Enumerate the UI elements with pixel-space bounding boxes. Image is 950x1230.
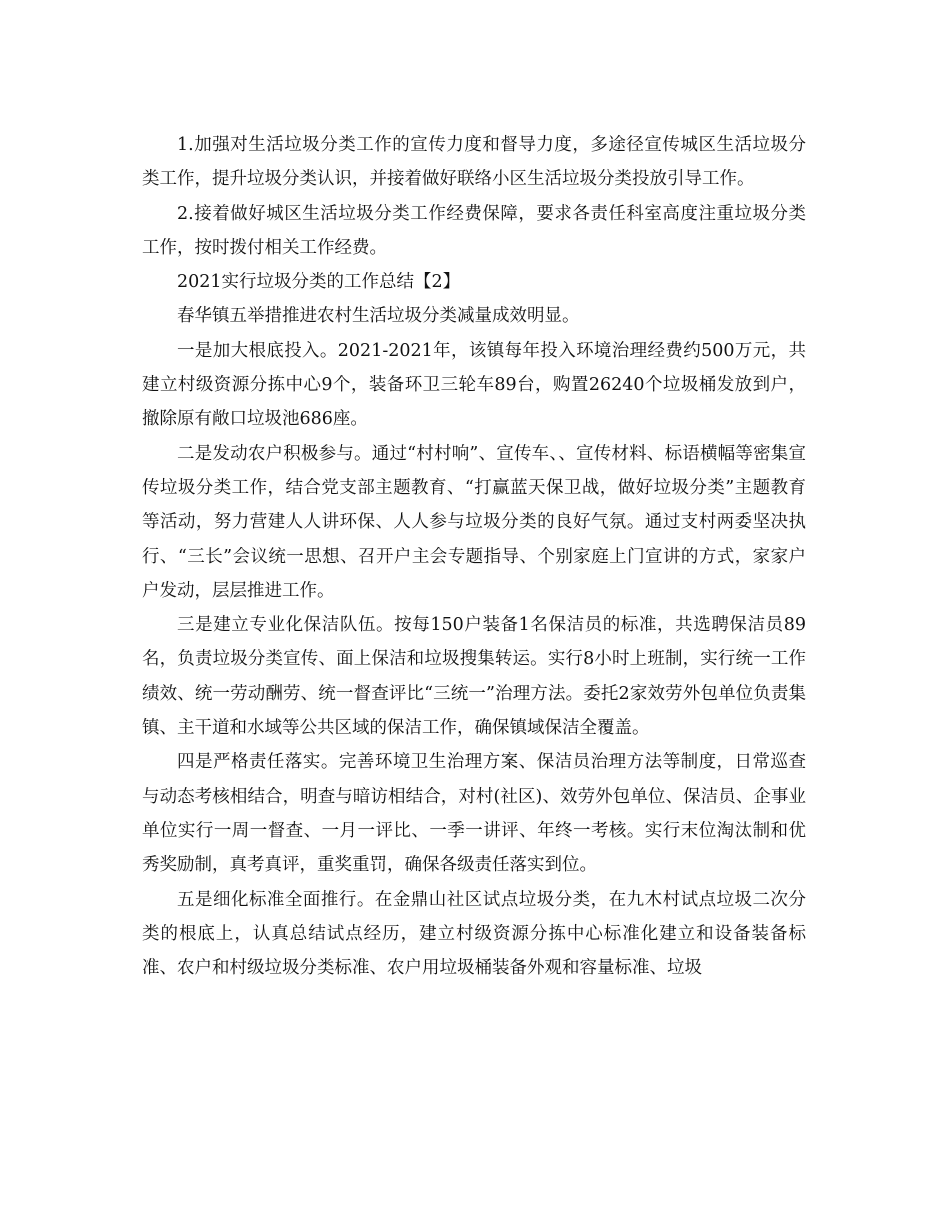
section-heading: 2021实行垃圾分类的工作总结【2】 [177, 272, 461, 293]
paragraph-intro: 春华镇五举措推进农村生活垃圾分类减量成效明显。 [177, 306, 580, 327]
paragraph-1: 1.加强对生活垃圾分类工作的宣传力度和督导力度，多途径宣传城区生活垃圾分类工作，提升垃圾分类认识，并接着做好联络小区生活垃圾分类投放引导工作。 [142, 135, 806, 190]
document-body [142, 128, 806, 985]
paragraph-measure-5: 五是细化标准全面推行。在金鼎山社区试点垃圾分类，在九木村试点垃圾二次分类的根底上，认真总结试点经历，建立村级资源分拣中心标准化建立和设备装备标准、农户和村级垃圾分类标准、农户用垃圾桶装备外观和容量标准、垃圾 [142, 889, 806, 979]
paragraph-2: 2.接着做好城区生活垃圾分类工作经费保障，要求各责任科室高度注重垃圾分类工作，按时拨付相关工作经费。 [142, 203, 806, 258]
paragraph-measure-2: 二是发动农户积极参与。通过“村村响”、宣传车、、宣传材料、标语横幅等密集宣传垃圾分类工作，结合党支部主题教育、“打赢蓝天保卫战，做好垃圾分类”主题教育等活动，努力营建人人讲环保、人人参与垃圾分类的良好气氛。通过支村两委坚决执行、“三长”会议统一思想、召开户主会专题指导、个别家庭上门宣讲的方式，家家户户发动，层层推进工作。 [142, 443, 806, 601]
paragraph-measure-3: 三是建立专业化保洁队伍。按每150户装备1名保洁员的标准，共选聘保洁员89名，负责垃圾分类宣传、面上保洁和垃圾搜集转运。实行8小时上班制，实行统一工作绩效、统一劳动酬劳、统一督查评比“三统一”治理方法。委托2家效劳外包单位负责集镇、主干道和水域等公共区域的保洁工作，确保镇域保洁全覆盖。 [142, 615, 806, 739]
paragraph-measure-4: 四是严格责任落实。完善环境卫生治理方案、保洁员治理方法等制度，日常巡查与动态考核相结合，明查与暗访相结合，对村(社区)、效劳外包单位、保洁员、企事业单位实行一周一督查、一月一评比、一季一讲评、年终一考核。实行末位淘汰制和优秀奖励制，真考真评，重奖重罚，确保各级责任落实到位。 [142, 752, 806, 876]
paragraph-measure-1: 一是加大根底投入。2021-2021年，该镇每年投入环境治理经费约500万元，共建立村级资源分拣中心9个，装备环卫三轮车89台，购置26240个垃圾桶发放到户，撤除原有敞口垃圾池686座。 [142, 340, 806, 430]
